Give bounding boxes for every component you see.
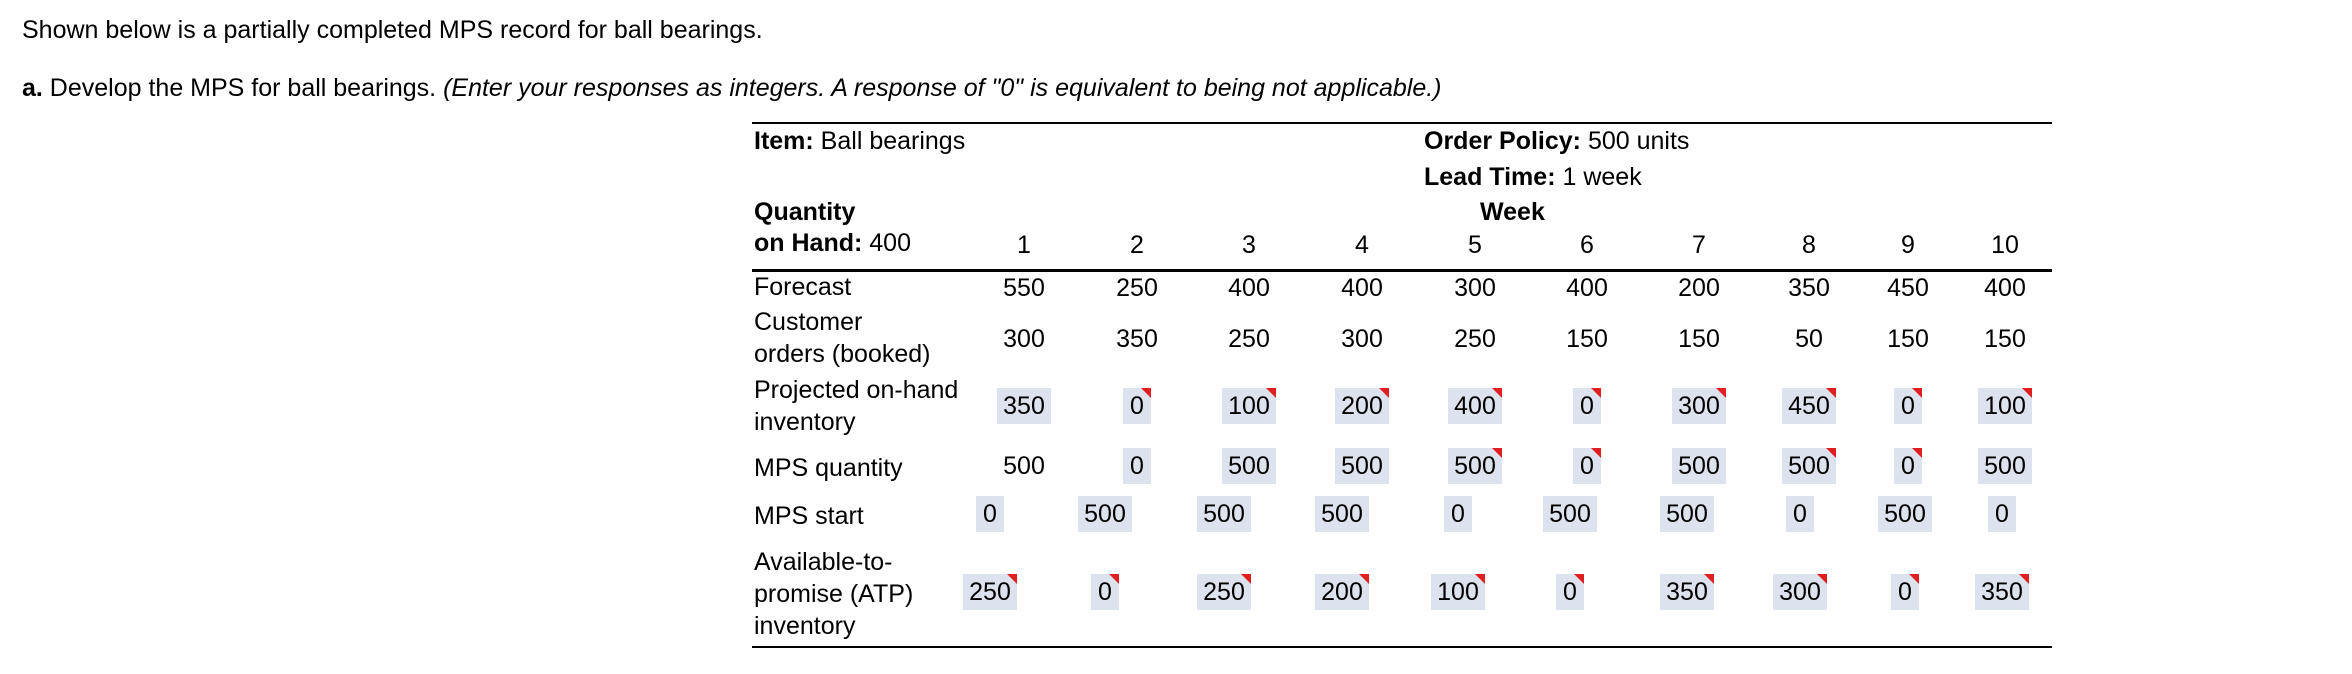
on-hand-info	[754, 228, 911, 258]
atp-input[interactable]	[1315, 574, 1369, 610]
order-policy-info	[1424, 126, 1689, 156]
mps-start-input-value: 0	[1793, 500, 1807, 528]
week-number: 8	[1802, 231, 1816, 259]
mps-quantity-input[interactable]	[1672, 448, 1726, 484]
projected-input[interactable]	[1782, 388, 1836, 424]
question-label: a.	[22, 74, 43, 102]
answer-flag-icon	[1492, 388, 1502, 398]
atp-input[interactable]	[1975, 574, 2029, 610]
customer-orders-value: 150	[1984, 325, 2026, 353]
mps-quantity-input[interactable]	[1222, 448, 1276, 484]
mps-quantity-input-value: 500	[1788, 452, 1830, 480]
projected-input-value: 200	[1341, 392, 1383, 420]
projected-input[interactable]	[1123, 388, 1151, 424]
atp-input[interactable]	[1197, 574, 1251, 610]
forecast-value: 200	[1678, 274, 1720, 302]
row-label-projected-1: Projected on-hand	[754, 376, 959, 404]
answer-flag-icon	[1591, 388, 1601, 398]
answer-flag-icon	[1141, 388, 1151, 398]
mps-quantity-input[interactable]	[1335, 448, 1389, 484]
atp-input-value: 350	[1666, 578, 1708, 606]
week-number: 3	[1242, 231, 1256, 259]
atp-input-value: 0	[1098, 578, 1112, 606]
row-label-mps-quantity: MPS quantity	[754, 454, 903, 482]
atp-input-value: 100	[1437, 578, 1479, 606]
week-number: 2	[1130, 231, 1144, 259]
atp-input-value: 0	[1563, 578, 1577, 606]
on-hand-value: 400	[862, 229, 911, 257]
atp-input[interactable]	[1556, 574, 1584, 610]
atp-input-value: 250	[1203, 578, 1245, 606]
projected-input[interactable]	[1894, 388, 1922, 424]
answer-flag-icon	[1266, 388, 1276, 398]
customer-orders-value: 50	[1795, 325, 1823, 353]
atp-input[interactable]	[1773, 574, 1827, 610]
intro-text: Shown below is a partially completed MPS record for ball bearings.	[22, 16, 763, 44]
atp-input[interactable]	[1660, 574, 1714, 610]
answer-flag-icon	[1912, 388, 1922, 398]
mps-start-input[interactable]	[1197, 496, 1251, 532]
customer-orders-value: 300	[1341, 325, 1383, 353]
answer-flag-icon	[1109, 574, 1119, 584]
table-header-rule	[752, 269, 2052, 272]
week-number: 5	[1468, 231, 1482, 259]
week-number: 9	[1901, 231, 1915, 259]
atp-input-value: 0	[1898, 578, 1912, 606]
answer-flag-icon	[2022, 388, 2032, 398]
mps-start-input-value: 0	[983, 500, 997, 528]
customer-orders-value: 150	[1887, 325, 1929, 353]
lead-time-value: 1 week	[1555, 163, 1642, 191]
mps-start-input[interactable]	[1988, 496, 2016, 532]
answer-flag-icon	[1817, 574, 1827, 584]
forecast-value: 450	[1887, 274, 1929, 302]
projected-input-value: 300	[1678, 392, 1720, 420]
atp-input[interactable]	[1431, 574, 1485, 610]
forecast-value: 350	[1788, 274, 1830, 302]
projected-input-value: 0	[1580, 392, 1594, 420]
week-number: 10	[1991, 231, 2019, 259]
lead-time-label: Lead Time:	[1424, 163, 1556, 191]
mps-start-input[interactable]	[1660, 496, 1714, 532]
customer-orders-value: 350	[1116, 325, 1158, 353]
projected-input-value: 400	[1454, 392, 1496, 420]
customer-orders-value: 250	[1228, 325, 1270, 353]
projected-input[interactable]	[1978, 388, 2032, 424]
projected-input-value: 100	[1984, 392, 2026, 420]
projected-input[interactable]	[997, 388, 1051, 424]
order-policy-value: 500 units	[1581, 127, 1690, 155]
forecast-value: 400	[1341, 274, 1383, 302]
atp-input[interactable]	[1091, 574, 1119, 610]
forecast-value: 400	[1228, 274, 1270, 302]
mps-quantity-value: 500	[1003, 452, 1045, 480]
mps-quantity-input[interactable]	[1894, 448, 1922, 484]
projected-input[interactable]	[1335, 388, 1389, 424]
mps-start-input-value: 500	[1884, 500, 1926, 528]
table-top-rule	[752, 122, 2052, 124]
forecast-value: 550	[1003, 274, 1045, 302]
mps-start-input[interactable]	[1444, 496, 1472, 532]
answer-flag-icon	[1826, 388, 1836, 398]
week-number: 7	[1692, 231, 1706, 259]
projected-input[interactable]	[1448, 388, 1502, 424]
mps-start-input[interactable]	[1315, 496, 1369, 532]
row-label-mps-start: MPS start	[754, 502, 864, 530]
question-text	[22, 72, 1442, 104]
forecast-value: 250	[1116, 274, 1158, 302]
answer-flag-icon	[1912, 448, 1922, 458]
answer-flag-icon	[1007, 574, 1017, 584]
answer-flag-icon	[1826, 448, 1836, 458]
on-hand-label: on Hand:	[754, 229, 863, 257]
customer-orders-value: 150	[1566, 325, 1608, 353]
answer-flag-icon	[2019, 574, 2029, 584]
answer-flag-icon	[1574, 574, 1584, 584]
atp-input[interactable]	[1891, 574, 1919, 610]
item-info	[754, 126, 965, 156]
forecast-value: 300	[1454, 274, 1496, 302]
forecast-value: 400	[1984, 274, 2026, 302]
projected-input-value: 350	[1003, 392, 1045, 420]
mps-quantity-input-value: 500	[1341, 452, 1383, 480]
week-number: 4	[1355, 231, 1369, 259]
mps-quantity-input-value: 500	[1454, 452, 1496, 480]
projected-input[interactable]	[1222, 388, 1276, 424]
mps-quantity-input-value: 500	[1228, 452, 1270, 480]
answer-flag-icon	[1475, 574, 1485, 584]
mps-quantity-input-value: 0	[1130, 452, 1144, 480]
mps-start-input-value: 500	[1084, 500, 1126, 528]
answer-flag-icon	[1704, 574, 1714, 584]
row-label-atp-1: Available-to-	[754, 548, 893, 576]
mps-start-input[interactable]	[1878, 496, 1932, 532]
item-value: Ball bearings	[813, 127, 966, 155]
mps-start-input-value: 0	[1995, 500, 2009, 528]
projected-input[interactable]	[1573, 388, 1601, 424]
row-label-projected-2: inventory	[754, 408, 856, 436]
lead-time-info	[1424, 162, 1642, 192]
week-number: 1	[1017, 231, 1031, 259]
row-label-atp-2: promise (ATP)	[754, 580, 914, 608]
mps-start-input[interactable]	[1786, 496, 1814, 532]
forecast-value: 400	[1566, 274, 1608, 302]
mps-quantity-input[interactable]	[1123, 448, 1151, 484]
mps-start-input[interactable]	[1078, 496, 1132, 532]
atp-input[interactable]	[963, 574, 1017, 610]
customer-orders-value: 300	[1003, 325, 1045, 353]
atp-input-value: 250	[969, 578, 1011, 606]
projected-input-value: 0	[1130, 392, 1144, 420]
mps-quantity-input[interactable]	[1573, 448, 1601, 484]
item-label: Item:	[754, 127, 814, 155]
order-policy-label: Order Policy:	[1424, 127, 1581, 155]
answer-flag-icon	[1359, 574, 1369, 584]
answer-flag-icon	[1241, 574, 1251, 584]
row-label-atp-3: inventory	[754, 612, 856, 640]
week-label: Week	[1480, 198, 1545, 226]
question-body: Develop the MPS for ball bearings.	[42, 74, 444, 102]
mps-quantity-input-value: 0	[1901, 452, 1915, 480]
mps-quantity-input[interactable]	[1782, 448, 1836, 484]
mps-quantity-input-value: 500	[1678, 452, 1720, 480]
projected-input-value: 0	[1901, 392, 1915, 420]
row-label-customer-orders-2: orders (booked)	[754, 340, 931, 368]
projected-input[interactable]	[1672, 388, 1726, 424]
atp-input-value: 300	[1779, 578, 1821, 606]
answer-flag-icon	[1492, 448, 1502, 458]
answer-flag-icon	[1909, 574, 1919, 584]
mps-quantity-input[interactable]	[1448, 448, 1502, 484]
mps-start-input-value: 500	[1549, 500, 1591, 528]
mps-quantity-input-value: 0	[1580, 452, 1594, 480]
customer-orders-value: 150	[1678, 325, 1720, 353]
mps-start-input-value: 500	[1203, 500, 1245, 528]
week-number: 6	[1580, 231, 1594, 259]
customer-orders-value: 250	[1454, 325, 1496, 353]
question-note: (Enter your responses as integers. A response of "0" is equivalent to being not applicable.)	[443, 74, 1442, 102]
projected-input-value: 450	[1788, 392, 1830, 420]
mps-start-input-value: 500	[1666, 500, 1708, 528]
answer-flag-icon	[1716, 388, 1726, 398]
mps-quantity-input-value: 500	[1984, 452, 2026, 480]
mps-start-input-value: 0	[1451, 500, 1465, 528]
quantity-label: Quantity	[754, 198, 856, 226]
mps-table	[752, 122, 2052, 652]
mps-start-input[interactable]	[1543, 496, 1597, 532]
mps-start-input[interactable]	[976, 496, 1004, 532]
row-label-customer-orders-1: Customer	[754, 308, 863, 336]
mps-quantity-input[interactable]	[1978, 448, 2032, 484]
atp-input-value: 200	[1321, 578, 1363, 606]
projected-input-value: 100	[1228, 392, 1270, 420]
answer-flag-icon	[1379, 388, 1389, 398]
mps-start-input-value: 500	[1321, 500, 1363, 528]
table-bottom-rule	[752, 646, 2052, 648]
atp-input-value: 350	[1981, 578, 2023, 606]
answer-flag-icon	[1591, 448, 1601, 458]
row-label-forecast: Forecast	[754, 273, 852, 301]
